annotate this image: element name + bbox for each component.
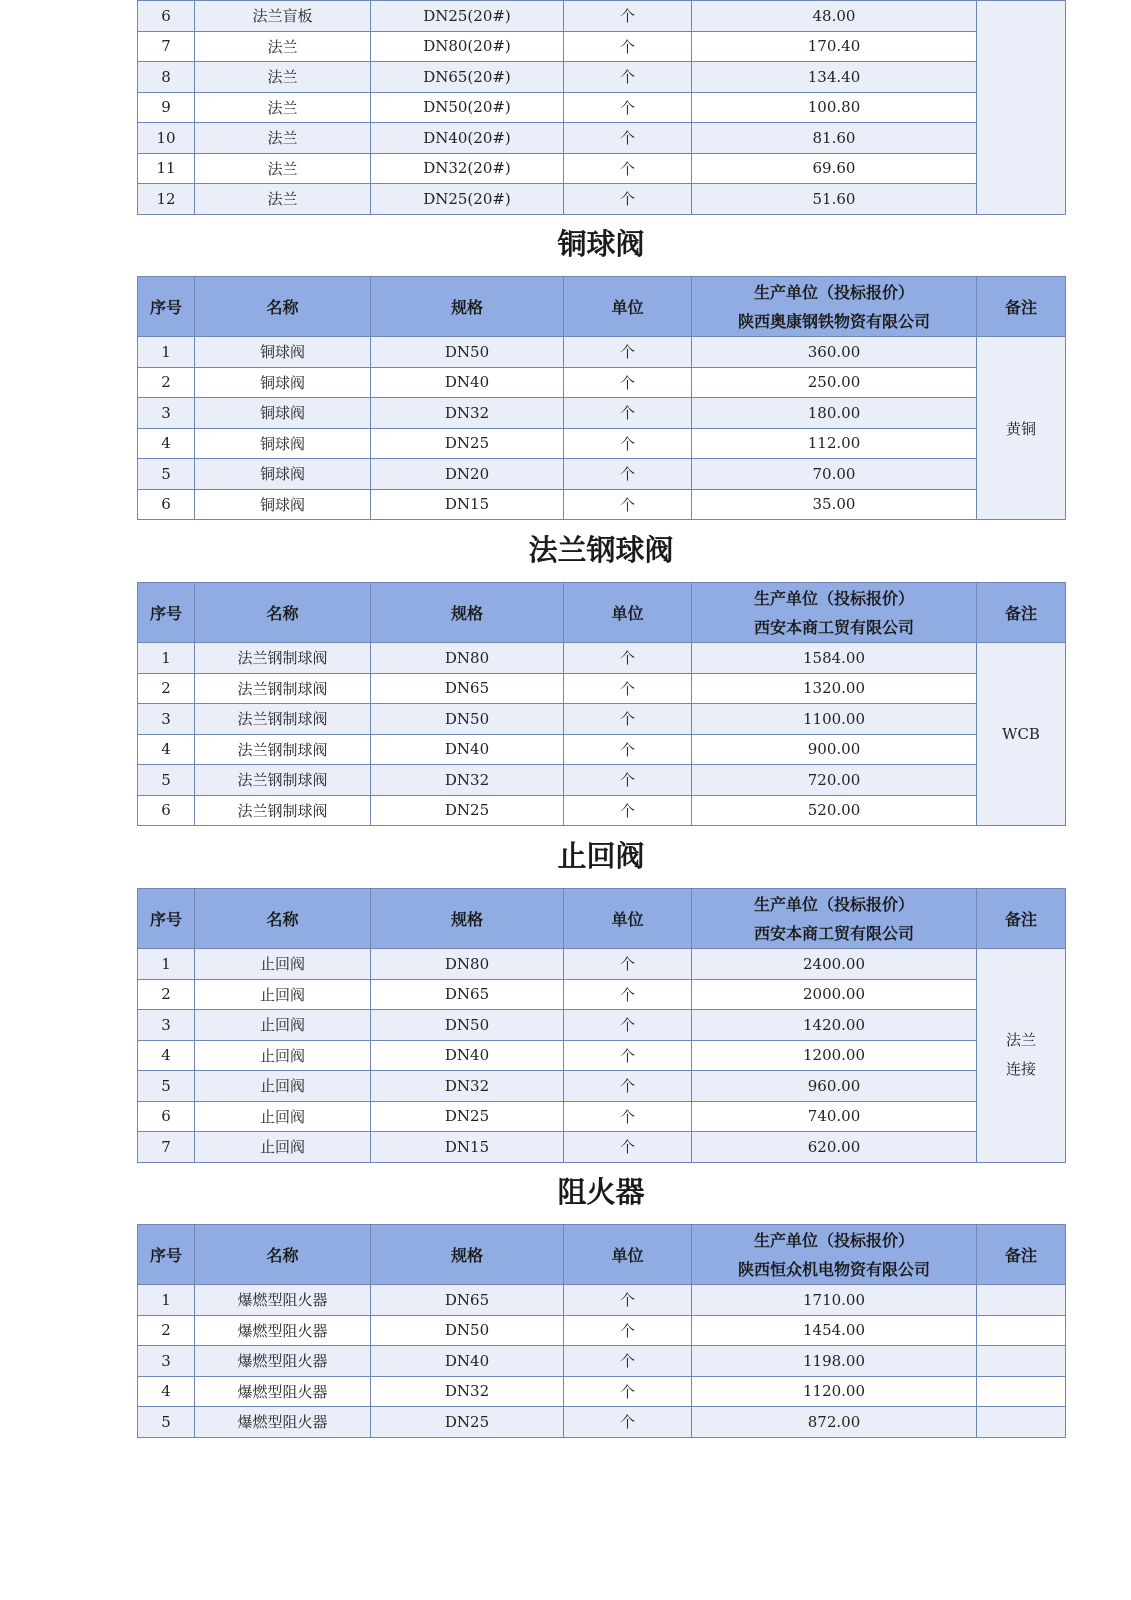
row-spec: DN50 [371,1010,564,1041]
table-row [138,1285,1066,1316]
row-seq: 2 [138,1315,195,1346]
row-name: 爆燃型阻火器 [195,1315,371,1346]
header-remark: 备注 [977,583,1066,643]
remark-cell [977,1,1066,215]
row-spec: DN40(20#) [371,123,564,154]
header-spec: 规格 [371,583,564,643]
row-name: 铜球阀 [195,428,371,459]
header-remark: 备注 [977,1225,1066,1285]
row-name: 爆燃型阻火器 [195,1346,371,1377]
table-row [138,643,1066,674]
table-row [138,1010,1066,1041]
flame-arrester-section [137,1224,1065,1438]
row-unit: 个 [564,1407,692,1438]
row-name: 法兰 [195,153,371,184]
row-price: 1420.00 [692,1010,977,1041]
header-price [692,1225,977,1285]
header-supplier: 陕西恒众机电物资有限公司 [737,1259,930,1279]
row-seq: 6 [138,1101,195,1132]
row-seq: 1 [138,337,195,368]
row-name: 法兰钢制球阀 [195,765,371,796]
section-title: 阻火器 [557,1175,645,1209]
row-spec: DN32 [371,765,564,796]
row-name: 法兰 [195,31,371,62]
row-unit: 个 [564,398,692,429]
header-name: 名称 [195,889,371,949]
row-unit: 个 [564,1101,692,1132]
table-row [138,1071,1066,1102]
row-name: 止回阀 [195,1040,371,1071]
header-price [692,277,977,337]
row-name: 铜球阀 [195,398,371,429]
row-unit: 个 [564,1010,692,1041]
row-spec: DN20 [371,459,564,490]
brass-ball-valve-section [137,276,1065,520]
row-price: 48.00 [692,1,977,32]
row-price: 70.00 [692,459,977,490]
row-seq: 7 [138,1132,195,1163]
header-price [692,583,977,643]
table-row [138,795,1066,826]
row-spec: DN25(20#) [371,1,564,32]
row-unit: 个 [564,734,692,765]
table-row [138,704,1066,735]
row-unit: 个 [564,489,692,520]
row-spec: DN25 [371,1101,564,1132]
table-row [138,398,1066,429]
row-name: 爆燃型阻火器 [195,1376,371,1407]
row-price: 1198.00 [692,1346,977,1377]
row-unit: 个 [564,979,692,1010]
row-spec: DN25(20#) [371,184,564,215]
row-price: 960.00 [692,1071,977,1102]
row-name: 止回阀 [195,949,371,980]
row-seq: 5 [138,1407,195,1438]
row-spec: DN50(20#) [371,92,564,123]
row-unit: 个 [564,459,692,490]
row-name: 法兰钢制球阀 [195,734,371,765]
row-spec: DN15 [371,489,564,520]
row-spec: DN25 [371,428,564,459]
header-name: 名称 [195,1225,371,1285]
row-spec: DN32 [371,1071,564,1102]
row-name: 法兰钢制球阀 [195,704,371,735]
row-seq: 4 [138,1040,195,1071]
header-price [692,889,977,949]
row-seq: 12 [138,184,195,215]
row-name: 法兰钢制球阀 [195,673,371,704]
row-name: 法兰钢制球阀 [195,643,371,674]
row-unit: 个 [564,1,692,32]
check-valve-section [137,888,1065,1163]
row-unit: 个 [564,949,692,980]
row-price: 1710.00 [692,1285,977,1316]
table-row [138,31,1066,62]
remark-cell [977,1407,1066,1438]
table-row [138,428,1066,459]
row-seq: 3 [138,704,195,735]
row-price: 360.00 [692,337,977,368]
row-spec: DN50 [371,1315,564,1346]
table-row [138,92,1066,123]
row-unit: 个 [564,1132,692,1163]
row-spec: DN50 [371,337,564,368]
row-spec: DN80(20#) [371,31,564,62]
row-seq: 3 [138,1346,195,1377]
remark-cell [977,1315,1066,1346]
row-unit: 个 [564,1346,692,1377]
header-seq: 序号 [138,1225,195,1285]
row-name: 止回阀 [195,1132,371,1163]
remark-cell [977,1285,1066,1316]
row-seq: 4 [138,1376,195,1407]
row-unit: 个 [564,1040,692,1071]
row-name: 法兰 [195,184,371,215]
flange-steel-ball-valve-section [137,582,1065,826]
row-price: 51.60 [692,184,977,215]
row-seq: 2 [138,673,195,704]
remark-line: 连接 [1005,1060,1036,1079]
row-name: 铜球阀 [195,337,371,368]
row-price: 520.00 [692,795,977,826]
row-price: 180.00 [692,398,977,429]
remark-cell: WCB [977,643,1066,826]
header-unit: 单位 [564,583,692,643]
row-name: 法兰盲板 [195,1,371,32]
flame-arrester-table [137,1224,1066,1438]
row-seq: 1 [138,1285,195,1316]
header-seq: 序号 [138,277,195,337]
table-row [138,337,1066,368]
row-price: 170.40 [692,31,977,62]
table-row [138,123,1066,154]
row-spec: DN80 [371,643,564,674]
header-spec: 规格 [371,889,564,949]
row-name: 法兰 [195,123,371,154]
table-row [138,1040,1066,1071]
table-row [138,459,1066,490]
row-price: 112.00 [692,428,977,459]
row-seq: 10 [138,123,195,154]
header-unit: 单位 [564,1225,692,1285]
header-name: 名称 [195,583,371,643]
row-price: 134.40 [692,62,977,93]
header-price-label: 生产单位（投标报价） [753,894,914,914]
row-seq: 5 [138,1071,195,1102]
table-row [138,1101,1066,1132]
row-seq: 5 [138,765,195,796]
table-row [138,367,1066,398]
row-unit: 个 [564,184,692,215]
row-name: 止回阀 [195,1101,371,1132]
row-name: 法兰钢制球阀 [195,795,371,826]
row-seq: 6 [138,489,195,520]
row-unit: 个 [564,1376,692,1407]
table-header-row [138,889,1066,949]
row-seq: 11 [138,153,195,184]
row-price: 900.00 [692,734,977,765]
flange-steel-ball-valve-table [137,582,1066,826]
table-row [138,949,1066,980]
row-name: 止回阀 [195,1010,371,1041]
section-title: 法兰钢球阀 [528,533,674,567]
table-row [138,1,1066,32]
table-header-row [138,277,1066,337]
flange-table [137,0,1066,215]
section-title: 止回阀 [557,839,645,873]
row-spec: DN40 [371,734,564,765]
row-unit: 个 [564,153,692,184]
row-price: 1200.00 [692,1040,977,1071]
row-spec: DN50 [371,704,564,735]
header-remark: 备注 [977,277,1066,337]
remark-line: 法兰 [1005,1031,1036,1050]
row-name: 止回阀 [195,1071,371,1102]
row-price: 2000.00 [692,979,977,1010]
row-spec: DN32 [371,1376,564,1407]
row-spec: DN65(20#) [371,62,564,93]
row-price: 1584.00 [692,643,977,674]
header-price-label: 生产单位（投标报价） [753,282,914,302]
row-spec: DN25 [371,1407,564,1438]
table-header-row [138,1225,1066,1285]
row-unit: 个 [564,62,692,93]
row-seq: 5 [138,459,195,490]
row-unit: 个 [564,1071,692,1102]
row-price: 81.60 [692,123,977,154]
flange-table-continuation [137,0,1065,215]
row-spec: DN65 [371,673,564,704]
row-price: 1120.00 [692,1376,977,1407]
header-remark: 备注 [977,889,1066,949]
row-name: 爆燃型阻火器 [195,1407,371,1438]
table-row [138,62,1066,93]
row-seq: 3 [138,398,195,429]
row-name: 铜球阀 [195,489,371,520]
row-unit: 个 [564,704,692,735]
row-unit: 个 [564,367,692,398]
remark-cell [977,949,1066,1163]
row-unit: 个 [564,795,692,826]
header-price-label: 生产单位（投标报价） [753,1230,914,1250]
header-supplier: 西安本商工贸有限公司 [753,923,914,943]
section-title: 铜球阀 [557,227,645,261]
row-seq: 8 [138,62,195,93]
row-spec: DN65 [371,979,564,1010]
row-name: 铜球阀 [195,367,371,398]
table-row [138,673,1066,704]
row-seq: 7 [138,31,195,62]
row-unit: 个 [564,31,692,62]
table-row [138,489,1066,520]
header-name: 名称 [195,277,371,337]
row-price: 872.00 [692,1407,977,1438]
row-spec: DN15 [371,1132,564,1163]
row-unit: 个 [564,428,692,459]
row-name: 铜球阀 [195,459,371,490]
header-unit: 单位 [564,277,692,337]
table-row [138,1132,1066,1163]
row-seq: 9 [138,92,195,123]
row-seq: 4 [138,428,195,459]
header-seq: 序号 [138,889,195,949]
table-row [138,184,1066,215]
row-unit: 个 [564,673,692,704]
row-spec: DN40 [371,1346,564,1377]
table-row [138,1407,1066,1438]
row-unit: 个 [564,643,692,674]
header-unit: 单位 [564,889,692,949]
row-seq: 6 [138,1,195,32]
row-spec: DN40 [371,367,564,398]
header-seq: 序号 [138,583,195,643]
row-seq: 1 [138,949,195,980]
table-row [138,153,1066,184]
row-unit: 个 [564,1285,692,1316]
row-price: 250.00 [692,367,977,398]
brass-ball-valve-table [137,276,1066,520]
row-seq: 2 [138,979,195,1010]
row-price: 720.00 [692,765,977,796]
row-unit: 个 [564,123,692,154]
header-spec: 规格 [371,1225,564,1285]
table-header-row [138,583,1066,643]
row-spec: DN65 [371,1285,564,1316]
header-supplier: 西安本商工贸有限公司 [753,617,914,637]
row-seq: 2 [138,367,195,398]
row-seq: 3 [138,1010,195,1041]
row-price: 1100.00 [692,704,977,735]
remark-cell [977,1346,1066,1377]
table-row [138,1346,1066,1377]
table-row [138,979,1066,1010]
header-spec: 规格 [371,277,564,337]
row-price: 740.00 [692,1101,977,1132]
row-spec: DN25 [371,795,564,826]
row-seq: 6 [138,795,195,826]
header-price-label: 生产单位（投标报价） [753,588,914,608]
table-row [138,1376,1066,1407]
row-unit: 个 [564,337,692,368]
table-row [138,734,1066,765]
row-price: 35.00 [692,489,977,520]
table-row [138,765,1066,796]
row-unit: 个 [564,1315,692,1346]
row-price: 1320.00 [692,673,977,704]
table-row [138,1315,1066,1346]
row-seq: 4 [138,734,195,765]
row-spec: DN32(20#) [371,153,564,184]
header-supplier: 陕西奥康钢铁物资有限公司 [737,311,930,331]
row-unit: 个 [564,92,692,123]
row-price: 1454.00 [692,1315,977,1346]
row-price: 69.60 [692,153,977,184]
row-spec: DN32 [371,398,564,429]
check-valve-table [137,888,1066,1163]
remark-cell: 黄铜 [977,337,1066,520]
row-name: 法兰 [195,62,371,93]
row-price: 100.80 [692,92,977,123]
row-name: 爆燃型阻火器 [195,1285,371,1316]
row-spec: DN80 [371,949,564,980]
row-name: 法兰 [195,92,371,123]
row-price: 2400.00 [692,949,977,980]
row-spec: DN40 [371,1040,564,1071]
row-name: 止回阀 [195,979,371,1010]
row-unit: 个 [564,765,692,796]
row-seq: 1 [138,643,195,674]
remark-cell [977,1376,1066,1407]
row-price: 620.00 [692,1132,977,1163]
